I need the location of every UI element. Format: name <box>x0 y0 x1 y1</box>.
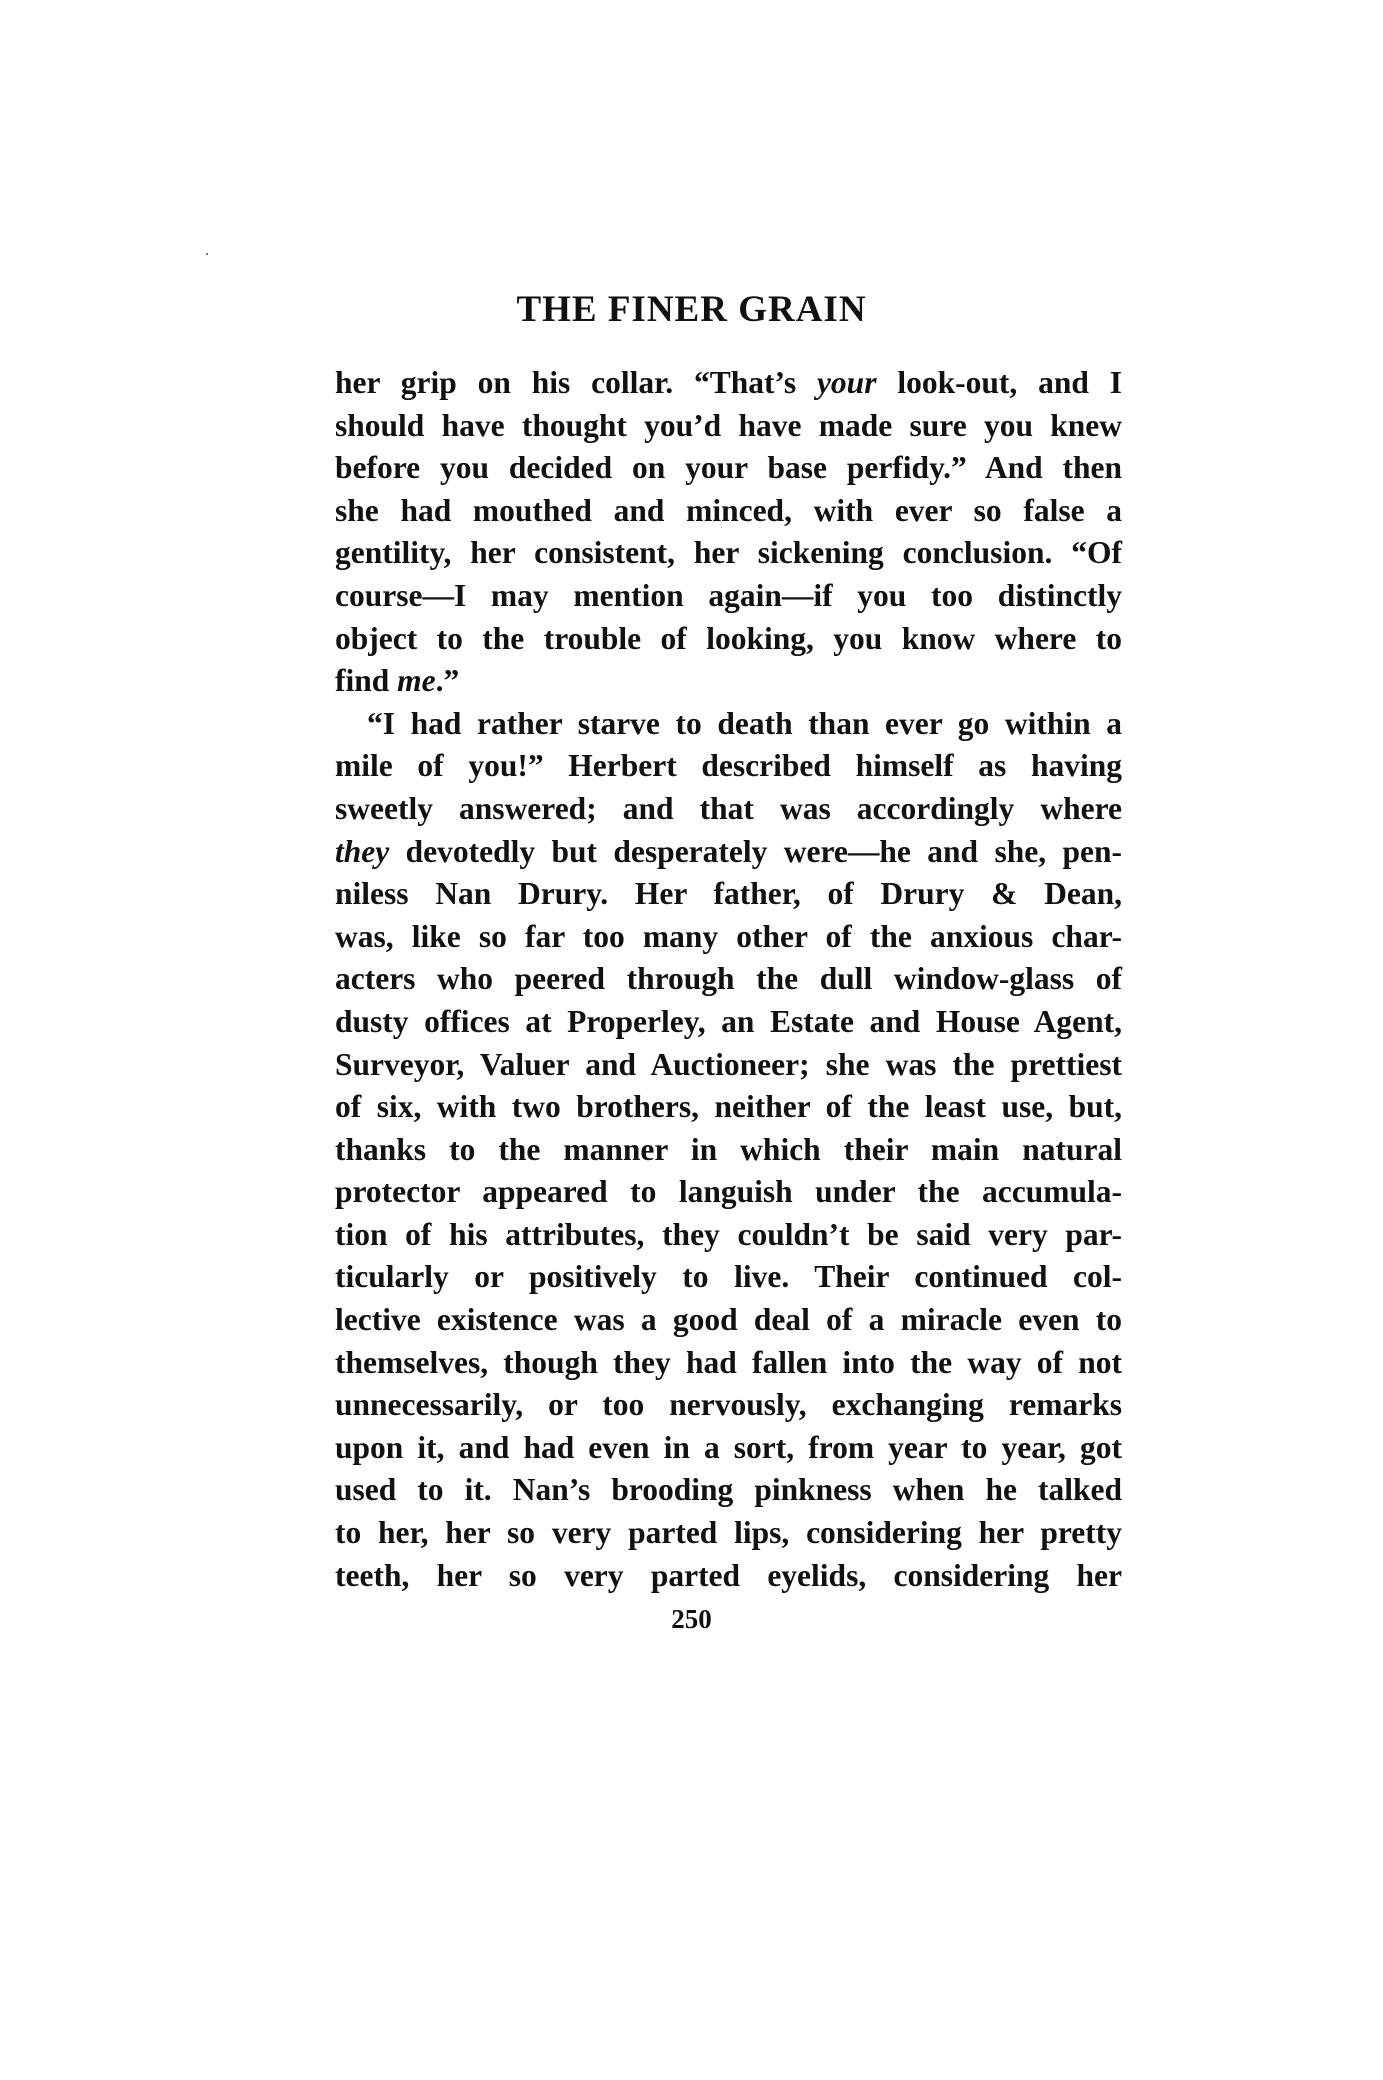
text-line <box>335 1129 1122 1172</box>
text-segment: .” <box>435 663 460 699</box>
ink-speck <box>206 253 208 255</box>
text-segment: Surveyor, Valuer and Auctioneer; she was the prettiest <box>335 1046 1122 1082</box>
text-line <box>335 916 1122 959</box>
text-line <box>335 1427 1122 1470</box>
text-segment: lective existence was a good deal of a miracle even to <box>335 1302 1122 1338</box>
text-line <box>335 1342 1122 1385</box>
text-line <box>335 575 1122 618</box>
text-segment: her grip on his collar. “That’s <box>335 365 817 400</box>
page-number: 250 <box>671 1604 712 1634</box>
running-head: THE FINER GRAIN <box>516 289 867 330</box>
text-segment: of six, with two brothers, neither of the least use, but, <box>335 1089 1122 1125</box>
text-segment: tion of his attributes, they couldn’t be said very par- <box>335 1216 1122 1252</box>
text-segment: sweetly answered; and that was accordingly where <box>335 790 1122 826</box>
text-segment: before you decided on your base perfidy.” And then <box>335 450 1122 486</box>
text-line <box>335 1214 1122 1257</box>
text-segment: “I had rather starve to death than ever go within a <box>367 705 1122 741</box>
text-line <box>335 745 1122 788</box>
text-line <box>335 1044 1122 1087</box>
text-segment: devotedly but desperately were—he and she, pen- <box>389 833 1122 869</box>
text-segment: thanks to the manner in which their main natural <box>335 1131 1122 1167</box>
text-line <box>335 660 1122 703</box>
text-segment: was, like so far too many other of the anxious char- <box>335 918 1122 954</box>
text-line <box>335 1001 1122 1044</box>
text-segment: to her, her so very parted lips, considering her pretty <box>335 1515 1122 1551</box>
text-segment: object to the trouble of looking, you know where to <box>335 620 1122 656</box>
text-segment: should have thought you’d have made sure you knew <box>335 407 1122 443</box>
text-line <box>335 447 1122 490</box>
text-segment: course—I may mention again—if you too distinctly <box>335 577 1122 613</box>
text-segment: look-out, and I <box>876 365 1122 400</box>
text-segment: protector appeared to languish under the accumula- <box>335 1174 1122 1210</box>
text-segment: mile of you!” Herbert described himself as having <box>335 748 1122 784</box>
text-line <box>335 490 1122 533</box>
text-segment: teeth, her so very parted eyelids, considering her <box>335 1557 1122 1593</box>
text-segment: find <box>335 663 398 699</box>
text-line <box>335 618 1122 661</box>
text-line <box>335 1469 1122 1512</box>
text-line <box>335 1384 1122 1427</box>
text-segment: themselves, though they had fallen into the way of not <box>335 1344 1122 1380</box>
text-segment: gentility, her consistent, her sickening conclusion. “Of <box>335 535 1122 571</box>
text-line <box>335 1256 1122 1299</box>
text-line <box>335 362 1122 405</box>
italic-word: your <box>816 365 877 400</box>
text-line <box>335 958 1122 1001</box>
italic-word: they <box>335 833 390 869</box>
text-segment: niless Nan Drury. Her father, of Drury & Dean, <box>335 876 1122 912</box>
text-line <box>335 788 1122 831</box>
text-line <box>335 405 1122 448</box>
text-segment: used to it. Nan’s brooding pinkness when he talked <box>335 1472 1122 1508</box>
italic-word: me <box>397 663 436 699</box>
text-segment: unnecessarily, or too nervously, exchanging remarks <box>335 1387 1122 1423</box>
text-segment: she had mouthed and minced, with ever so false a <box>335 492 1122 528</box>
text-line <box>335 831 1122 874</box>
text-line <box>335 1171 1122 1214</box>
text-line <box>335 532 1122 575</box>
text-segment: upon it, and had even in a sort, from year to year, got <box>335 1429 1122 1465</box>
text-line <box>335 873 1122 916</box>
text-segment: ticularly or positively to live. Their continued col- <box>335 1259 1122 1295</box>
text-line <box>335 1086 1122 1129</box>
body-text <box>335 362 1122 1597</box>
text-line <box>335 1555 1122 1598</box>
text-segment: dusty offices at Properley, an Estate and House Agent, <box>335 1003 1122 1039</box>
text-line <box>335 703 1122 746</box>
text-segment: acters who peered through the dull window-glass of <box>335 961 1122 997</box>
text-line <box>335 1299 1122 1342</box>
text-line <box>335 1512 1122 1555</box>
